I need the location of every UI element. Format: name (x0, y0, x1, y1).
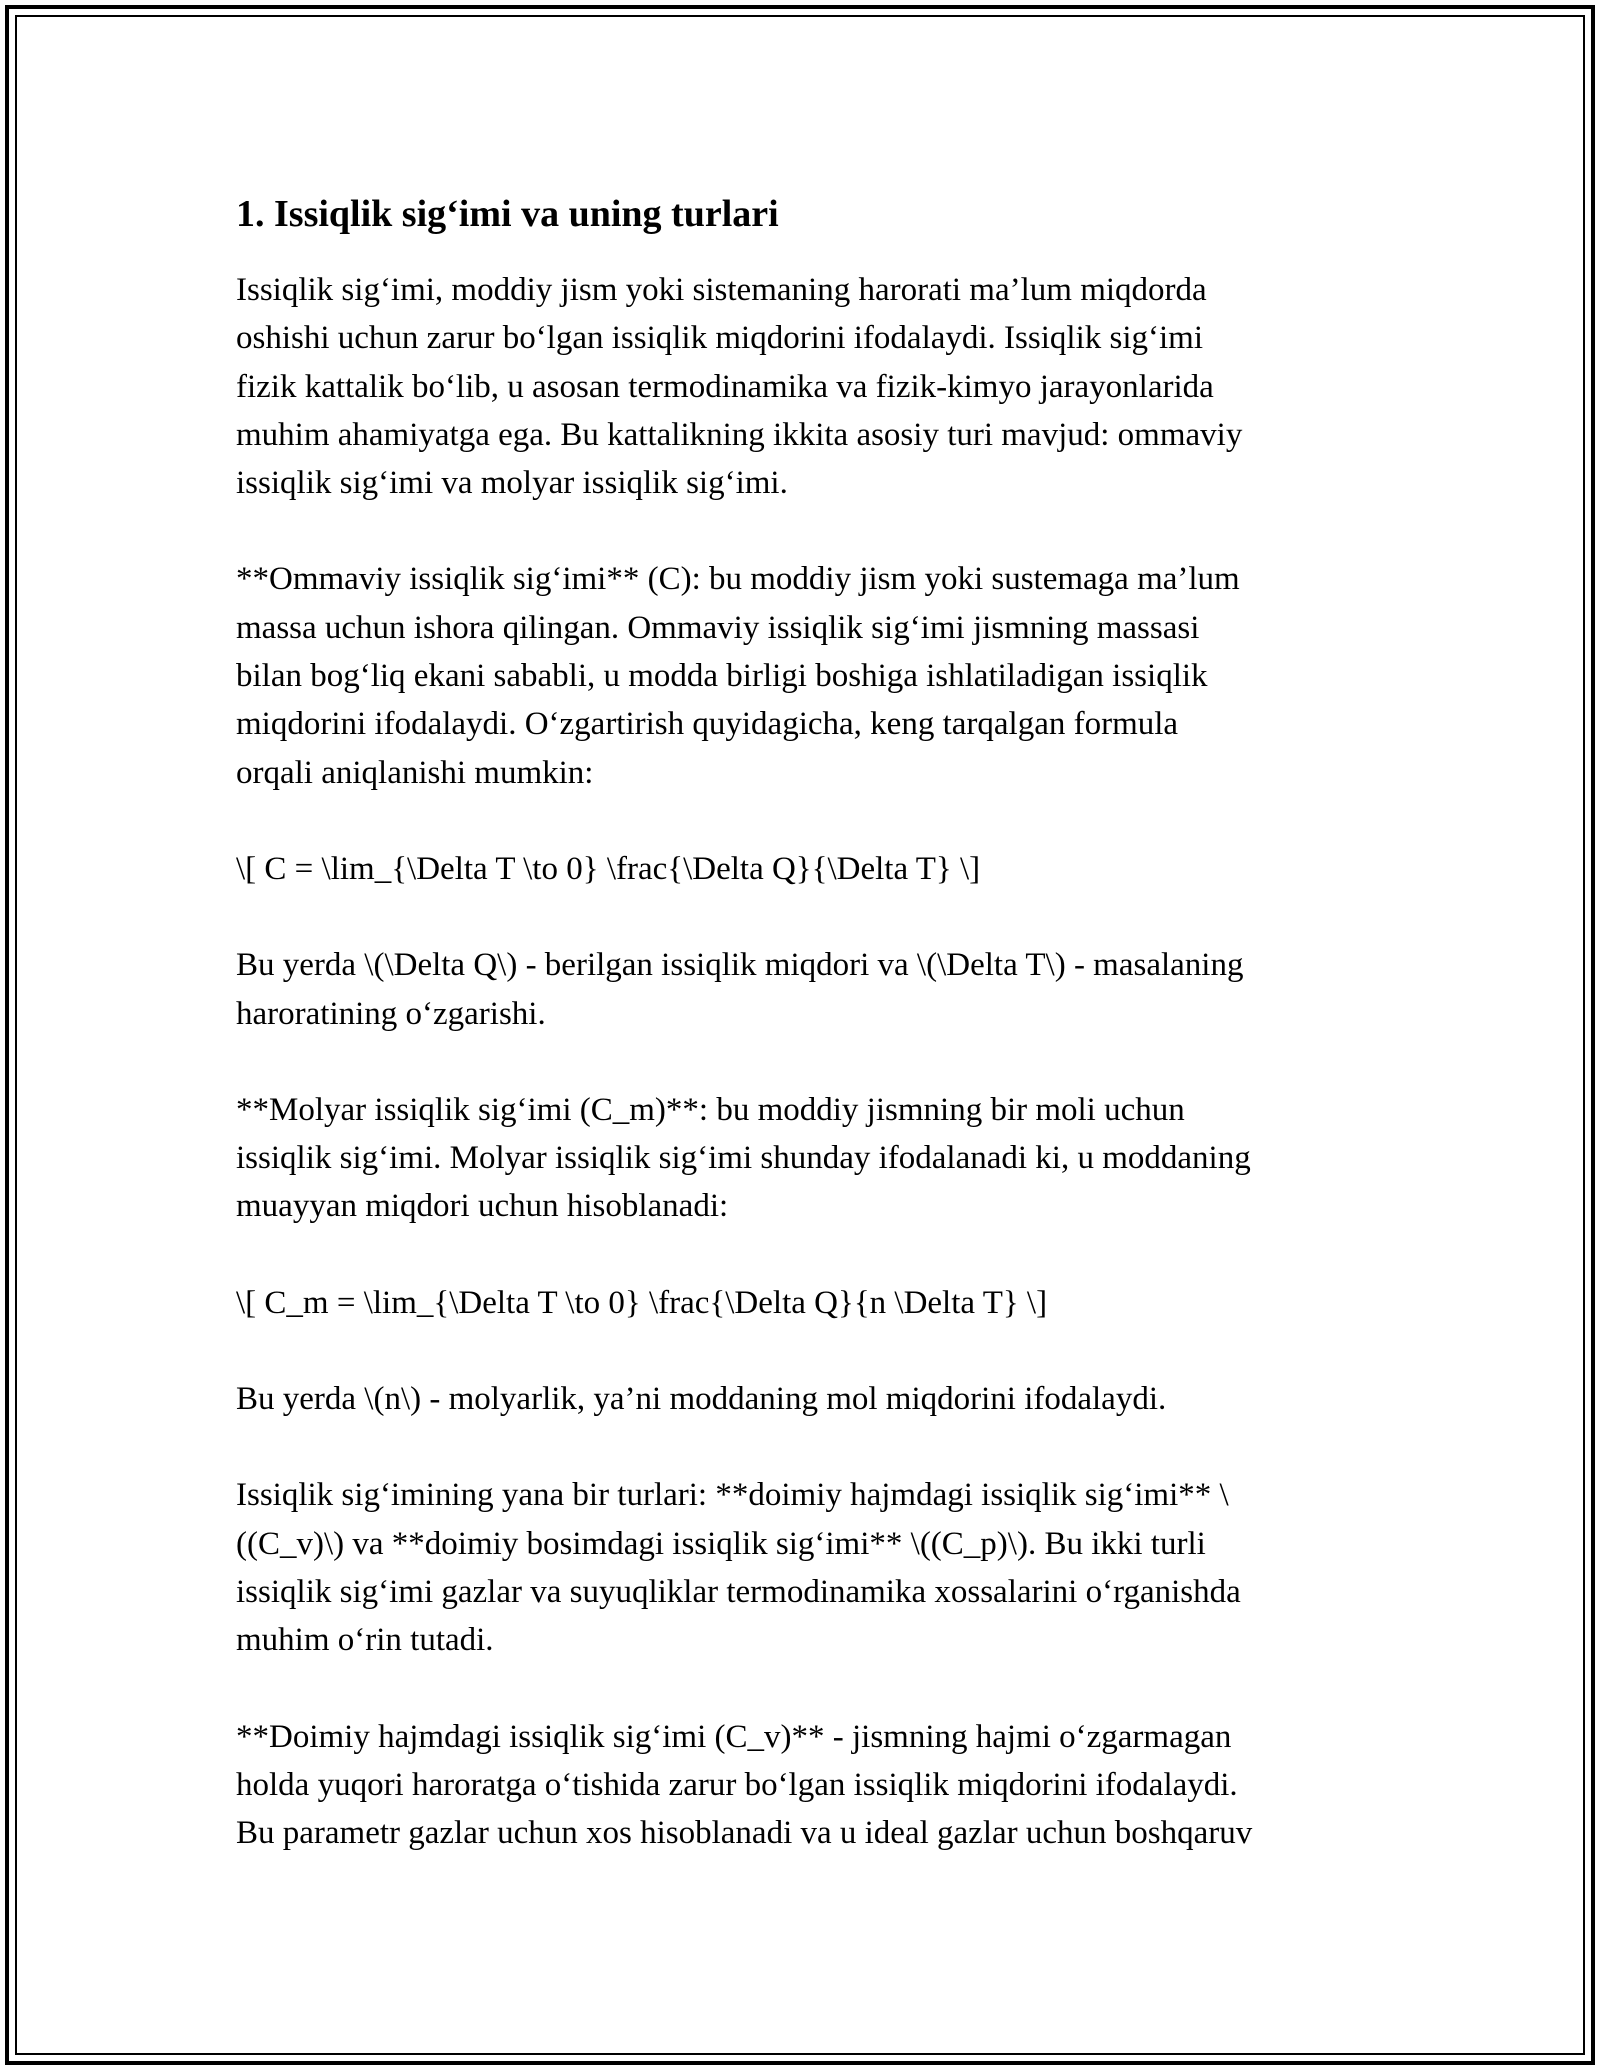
text-line: **Ommaviy issiqlik sig‘imi** (C): bu moddiy jism yoki sustemaga ma’lum (236, 561, 1240, 598)
text-line: issiqlik sig‘imi va molyar issiqlik sig‘imi. (236, 465, 788, 502)
text-line: orqali aniqlanishi mumkin: (236, 754, 594, 791)
text-line: bilan bog‘liq ekani sababli, u modda birligi boshiga ishlatiladigan issiqlik (236, 658, 1208, 695)
text-line: ((C_v)\) va **doimiy bosimdagi issiqlik sig‘imi** \((C_p)\). Bu ikki turli (236, 1525, 1206, 1562)
document-body (236, 186, 1376, 1905)
formula-molar-heat-capacity (236, 1279, 1376, 1327)
text-line: Issiqlik sig‘imining yana bir turlari: **doimiy hajmdagi issiqlik sig‘imi** \ (236, 1477, 1229, 1514)
text-line: haroratining o‘zgarishi. (236, 995, 546, 1032)
text-line: fizik kattalik bo‘lib, u asosan termodinamika va fizik-kimyo jarayonlarida (236, 368, 1214, 405)
text-line: Bu yerda \(\Delta Q\) - berilgan issiqlik miqdori va \(\Delta T\) - masalaning (236, 947, 1244, 984)
text-line: Bu parametr gazlar uchun xos hisoblanadi va u ideal gazlar uchun boshqaruv (236, 1815, 1253, 1852)
text-line: muhim ahamiyatga ega. Bu kattalikning ikkita asosiy turi mavjud: ommaviy (236, 416, 1243, 453)
text-line: issiqlik sig‘imi. Molyar issiqlik sig‘imi shunday ifodalanadi ki, u moddaning (236, 1140, 1251, 1177)
paragraph-intro (236, 266, 1376, 507)
formula-mass-heat-capacity (236, 845, 1376, 893)
text-line: Bu yerda \(n\) - molyarlik, ya’ni moddaning mol miqdorini ifodalaydi. (236, 1381, 1167, 1418)
text-line: miqdorini ifodalaydi. O‘zgartirish quyidagicha, keng tarqalgan formula (236, 706, 1179, 743)
formula-line: \[ C = \lim_{\Delta T \to 0} \frac{\Delta Q}{\Delta T} \] (236, 850, 981, 887)
text-line: **Molyar issiqlik sig‘imi (C_m)**: bu moddiy jismning bir moli uchun (236, 1091, 1185, 1128)
text-line: oshishi uchun zarur bo‘lgan issiqlik miqdorini ifodalaydi. Issiqlik sig‘imi (236, 320, 1203, 357)
text-line: holda yuqori haroratga o‘tishida zarur bo‘lgan issiqlik miqdorini ifodalaydi. (236, 1766, 1238, 1803)
paragraph-molar-heat-capacity (236, 1086, 1376, 1231)
paragraph-constant-volume (236, 1713, 1376, 1858)
text-line: issiqlik sig‘imi gazlar va suyuqliklar termodinamika xossalarini o‘rganishda (236, 1573, 1241, 1610)
paragraph-other-types (236, 1471, 1376, 1664)
formula-line: \[ C_m = \lim_{\Delta T \to 0} \frac{\Delta Q}{n \Delta T} \] (236, 1284, 1048, 1321)
text-line: muayyan miqdori uchun hisoblanadi: (236, 1188, 729, 1225)
paragraph-molarity-explanation (236, 1375, 1376, 1423)
section-heading: 1. Issiqlik sig‘imi va uning turlari (236, 193, 779, 235)
paragraph-formula-explanation (236, 941, 1376, 1038)
paragraph-mass-heat-capacity (236, 555, 1376, 796)
text-line: massa uchun ishora qilingan. Ommaviy issiqlik sig‘imi jismning massasi (236, 609, 1200, 646)
text-line: **Doimiy hajmdagi issiqlik sig‘imi (C_v)** - jismning hajmi o‘zgarmagan (236, 1718, 1232, 1755)
text-line: muhim o‘rin tutadi. (236, 1622, 494, 1659)
text-line: Issiqlik sig‘imi, moddiy jism yoki sistemaning harorati ma’lum miqdorda (236, 272, 1207, 308)
